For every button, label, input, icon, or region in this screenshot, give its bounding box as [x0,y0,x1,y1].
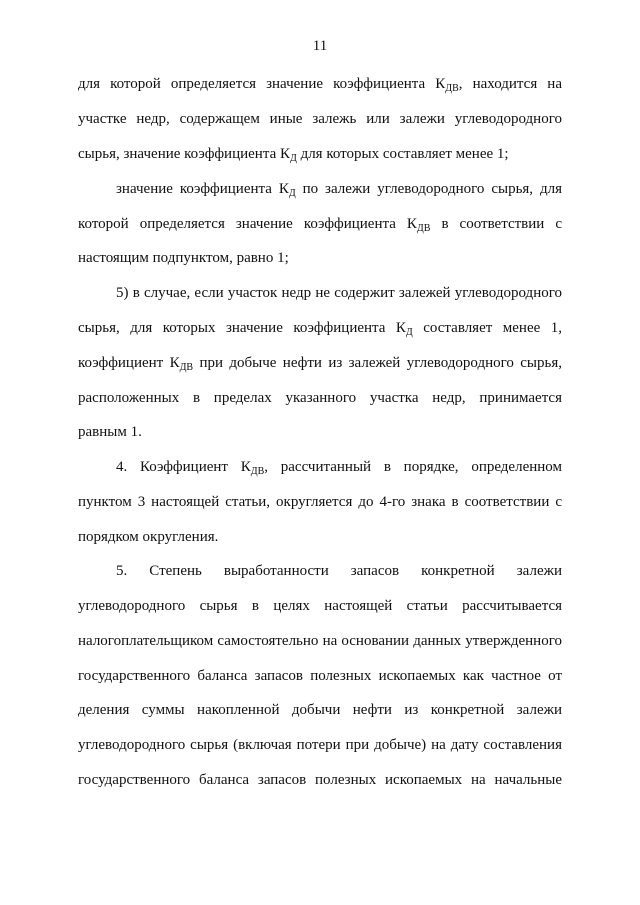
text-line: государственного баланса запасов полезных ископаемых как частное от [78,668,562,684]
text-line: пунктом 3 настоящей статьи, округляется до 4-го знака в соответствии с [78,494,562,510]
text-line: 5) в случае, если участок недр не содержит залежей углеводородного [116,285,562,301]
text-line: углеводородного сырья (включая потери при добыче) на дату составления [78,737,562,753]
text-line: деления суммы накопленной добычи нефти из конкретной залежи [78,702,562,718]
text-line: участке недр, содержащем иные залежь или залежи углеводородного [78,111,562,127]
text-line: 5. Степень выработанности запасов конкретной залежи [116,563,562,579]
text-line: налогоплательщиком самостоятельно на основании данных утвержденного [78,633,562,649]
text-line: углеводородного сырья в целях настоящей статьи рассчитывается [78,598,562,614]
text-line: 4. Коэффициент $К_{ДВ}$, рассчитанный в порядке, определенном [116,459,562,477]
text-line: значение коэффициента $К_Д$ по залежи углеводородного сырья, для [116,181,562,199]
text-line: сырья, значение коэффициента $К_Д$ для которых составляет менее 1; [78,146,509,164]
text-line: настоящим подпунктом, равно 1; [78,250,289,266]
text-line: сырья, для которых значение коэффициента $К_Д$ составляет менее 1, [78,320,563,338]
text-line: расположенных в пределах указанного участка недр, принимается [78,390,562,406]
text-line: порядком округления. [78,529,219,545]
text-line: которой определяется значение коэффициента $К_{ДВ}$ в соответствии с [78,216,562,234]
page-number: 11 [312,38,328,54]
text-line: для которой определяется значение коэффициента $К_{ДВ}$, находится на [78,76,562,94]
text-line: равным 1. [78,424,142,440]
text-line: коэффициент $К_{ДВ}$ при добыче нефти из залежей углеводородного сырья, [78,355,562,373]
text-line: государственного баланса запасов полезных ископаемых на начальные [78,772,562,788]
